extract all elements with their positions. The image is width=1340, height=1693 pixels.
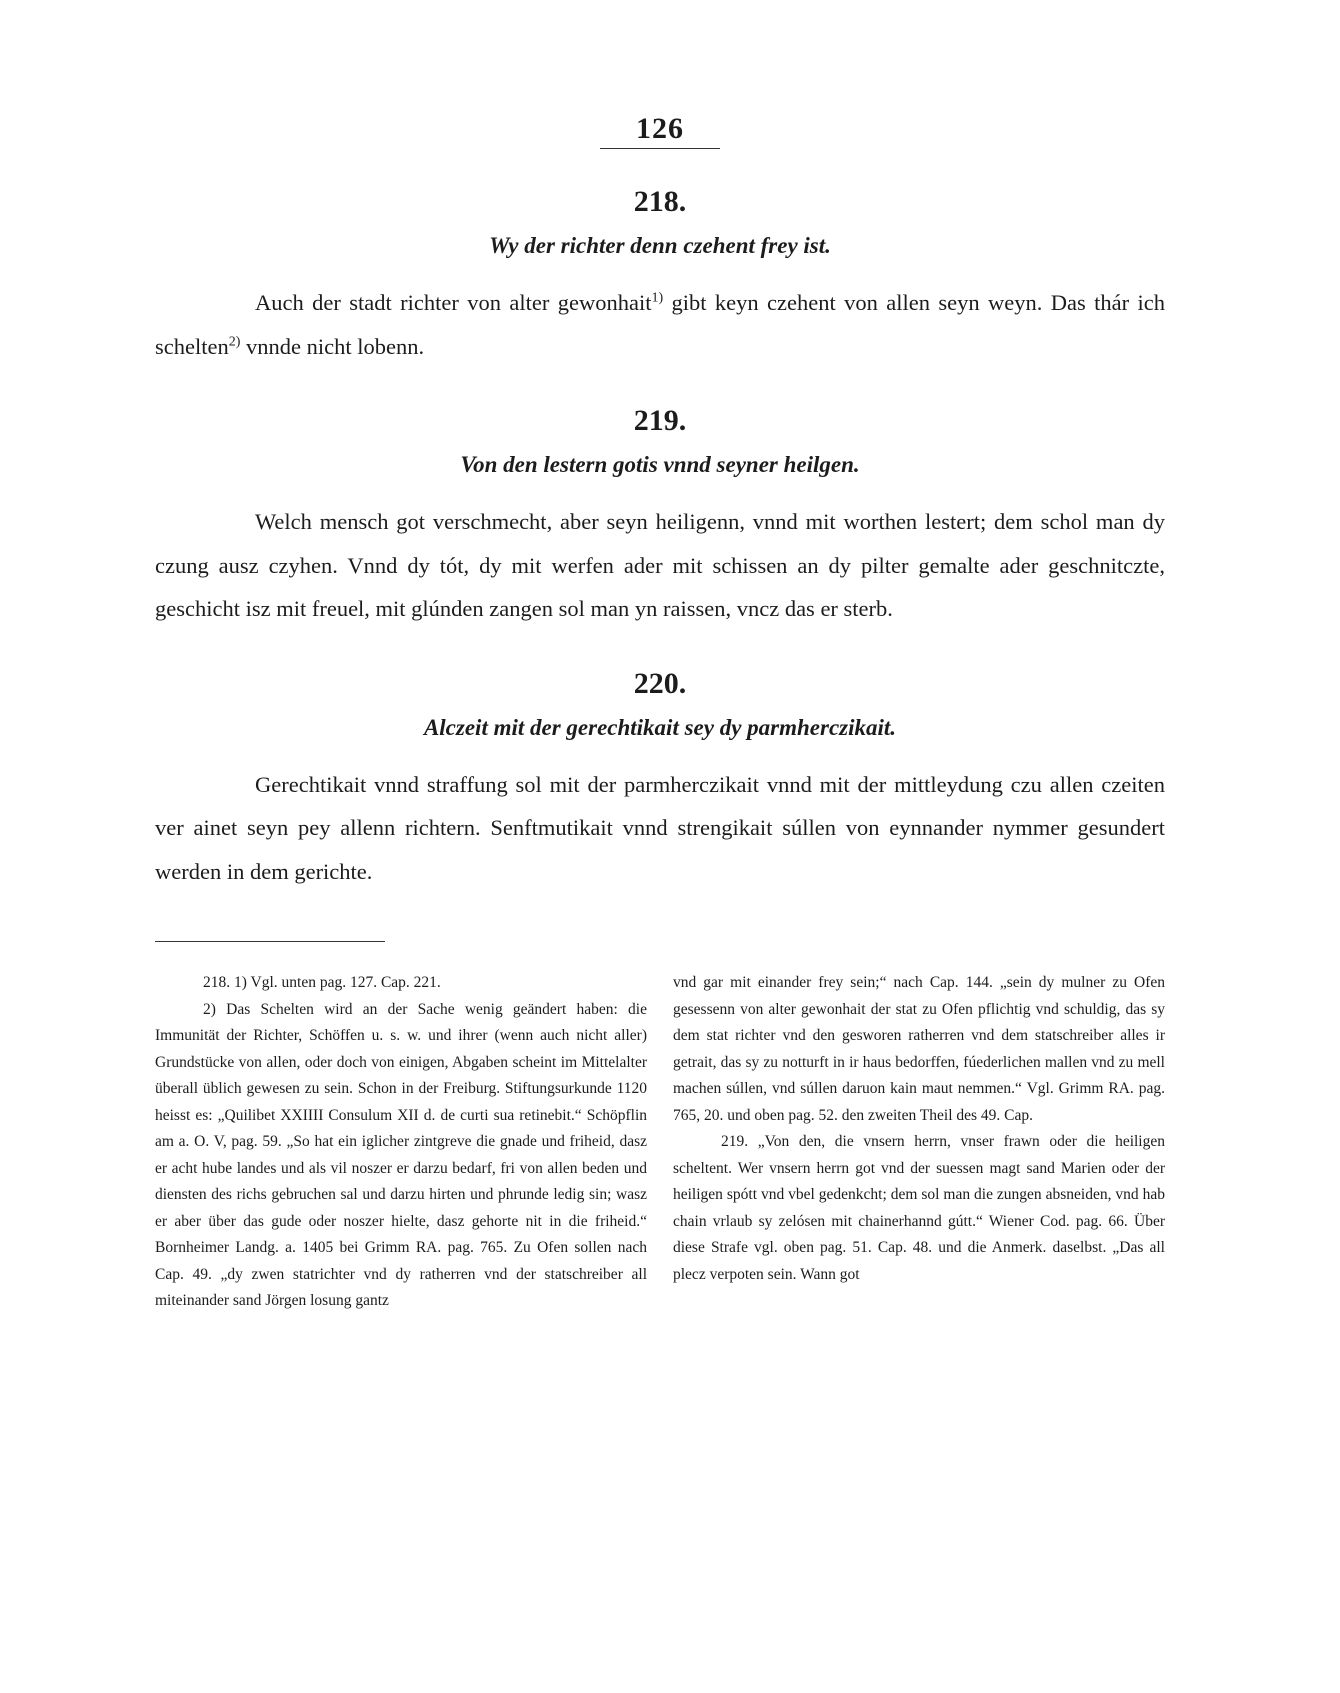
section-title: Von den lestern gotis vnnd seyner heilgen.	[460, 452, 860, 477]
section-body: Welch mensch got verschmecht, aber seyn heiligenn, vnnd mit worthen lestert; dem schol man dy czung ausz czyhen. Vnnd dy tót, dy mit werfen ader mit schissen an dy pilter gemalte ader geschnitczte, geschicht isz mit freuel, mit glúnden zangen sol man yn raissen, vncz das er sterb.	[155, 509, 1165, 621]
page-number-rule	[600, 148, 720, 149]
section-body	[155, 281, 1165, 368]
section-number: 220.	[633, 666, 687, 700]
body-text: Auch der stadt richter von alter gewonhait	[255, 290, 652, 315]
footnotes-right-column	[673, 970, 1165, 1315]
section-220	[155, 667, 1165, 894]
page-number: 126	[636, 112, 684, 145]
section-title: Wy der richter denn czehent frey ist.	[489, 233, 831, 258]
footnote-marker: 1)	[651, 290, 664, 306]
section-219	[155, 404, 1165, 631]
footnotes-left-column	[155, 970, 647, 1315]
footnotes	[155, 970, 1165, 1315]
section-218	[155, 185, 1165, 368]
footnote-paragraph: 219. „Von den, die vnsern herrn, vnser frawn oder die heiligen scheltent. Wer vnsern herrn got vnd der suessen magt sand Marien oder der heiligen spótt vnd vbel gedenkcht; dem sol man die zungen absneiden, vnd hab chain vrlaub sy zelósen mit chainerhannd gútt.“ Wiener Cod. pag. 66. Über diese Strafe vgl. oben pag. 51. Cap. 48. und die Anmerk. daselbst. „Das all plecz verpoten sein. Wann got	[673, 1133, 1165, 1283]
section-number: 219.	[633, 404, 687, 437]
footnote-paragraph: 218. 1) Vgl. unten pag. 127. Cap. 221.	[203, 974, 441, 991]
footnote-paragraph: 2) Das Schelten wird an der Sache wenig geändert haben: die Immunität der Richter, Schöffen u. s. w. und ihrer (wenn auch nicht aller) Grundstücke von allen, oder doch von einigen, Abgaben scheint im Mittelalter überall üblich gewesen zu sein. Schon in der Freiburg. Stiftungsurkunde 1120 heisst es: „Quilibet XXIIII Consulum XII d. de curti sua retinebit.“ Schöpflin am a. O. V, pag. 59. „So hat ein iglicher zintgreve die gnade und friheid, dasz er acht hube landes und als vil noszer er darzu bedarf, fri von allen beden und diensten des richs gebruchen sal und darzu hirten und phrunde ledig sin; wasz er aber über das gude oder noszer hielte, dasz gehorte nit in die friheid.“ Bornheimer Landg. a. 1405 bei Grimm RA. pag. 765. Zu Ofen sollen nach Cap. 49. „dy zwen statrichter vnd dy ratherren vnd der statschreiber all miteinander sand Jörgen losung gantz	[155, 1000, 647, 1309]
footnote-rule	[155, 941, 385, 942]
section-title: Alczeit mit der gerechtikait sey dy parmherczikait.	[423, 714, 897, 740]
body-text: gibt keyn czehent von allen seyn weyn. Das thár ich schelten	[155, 290, 1165, 359]
footnote-marker: 2)	[228, 334, 241, 349]
footnote-paragraph: vnd gar mit einander frey sein;“ nach Cap. 144. „sein dy mulner zu Ofen gesessenn von alter gewonhait der stat zu Ofen pflichtig vnd schuldig, das sy dem stat richter vnd den gesworen ratherren vnd dem statschreiber alles ir getrait, das sy zu notturft in ir haus bedorffen, fúederlichen mallen vnd zu mell machen súllen, vnd súllen daruon kain maut nemmen.“ Vgl. Grimm RA. pag. 765, 20. und oben pag. 52. den zweiten Theil des 49. Cap.	[673, 974, 1165, 1124]
section-body: Gerechtikait vnnd straffung sol mit der parmherczikait vnnd mit der mittleydung czu allen czeiten ver ainet seyn pey allenn richtern. Senftmutikait vnnd strengikait súllen von eynnander nymmer gesundert werden in dem gerichte.	[155, 771, 1165, 884]
document-page	[155, 100, 1165, 1315]
section-number: 218.	[633, 185, 687, 218]
body-text: vnnde nicht lobenn.	[240, 333, 425, 359]
